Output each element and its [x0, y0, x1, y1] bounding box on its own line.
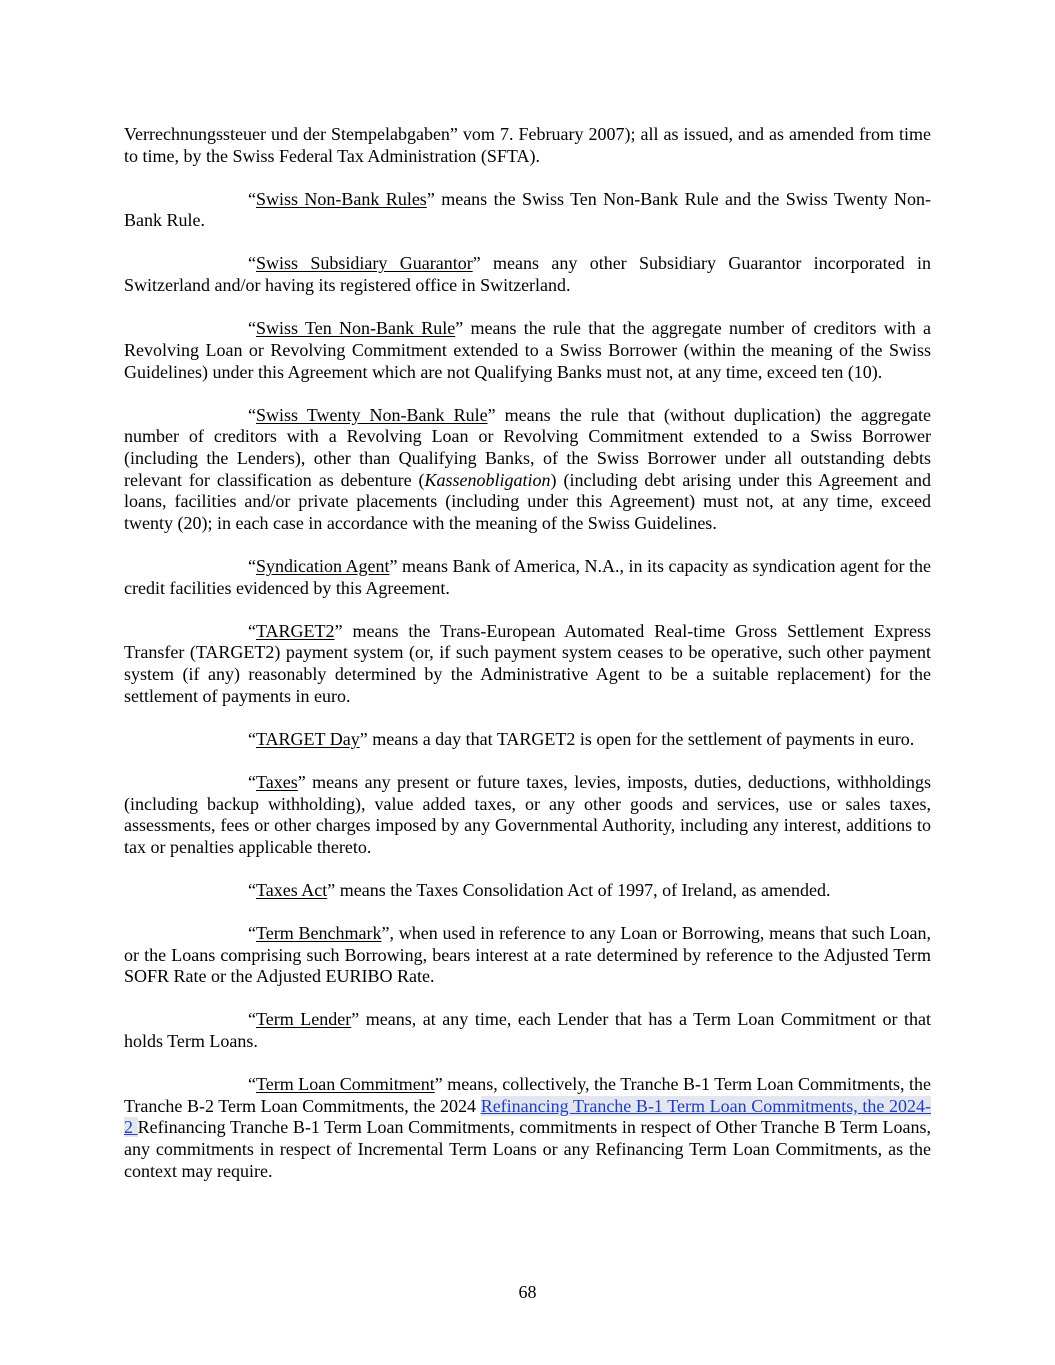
defined-term: TARGET Day — [256, 728, 360, 749]
definition-target2: “TARGET2” means the Trans-European Automated Real-time Gross Settlement Express Transfer (TARGET2) payment system (or, if such payment system ceases to be operative, such other payment system (if any) reasonably determined by the Administrative Agent to be a suitable replacement) for the settlement of payments in euro. — [124, 620, 931, 706]
defined-term: Taxes — [256, 771, 298, 792]
definition-syndication-agent: “Syndication Agent” means Bank of America, N.A., in its capacity as syndication agent for the credit facilities evidenced by this Agreement. — [124, 556, 931, 598]
definition-target-day: “TARGET Day” means a day that TARGET2 is open for the settlement of payments in euro. — [248, 728, 915, 749]
definition-swiss-subsidiary-guarantor: “Swiss Subsidiary Guarantor” means any other Subsidiary Guarantor incorporated in Switzerland and/or having its registered office in Switzerland. — [124, 253, 931, 296]
definition-term-lender: “Term Lender” means, at any time, each Lender that has a Term Loan Commitment or that holds Term Loans. — [124, 1009, 931, 1052]
defined-term: Term Benchmark — [256, 922, 382, 943]
definition-term-loan-commitment: “Term Loan Commitment” means, collectively, the Tranche B-1 Term Loan Commitments, the Tranche B-2 Term Loan Commitments, the 2024 Refinancing Tranche B-1 Term Loan Commitments, the 2024-2 Refinancing Tranche B-1 Term Loan Commitments, commitments in respect of Other Tranche B Term Loans, any commitments in respect of Incremental Term Loans or any Refinancing Term Loan Commitments, as the context may require. — [124, 1074, 932, 1181]
document-page — [124, 124, 931, 1204]
intro-paragraph: Verrechnungssteuer und der Stempelabgaben” vom 7. February 2007); all as issued, and as amended from time to time, by the Swiss Federal Tax Administration (SFTA). — [124, 124, 931, 166]
defined-term: Syndication Agent — [256, 556, 390, 577]
definition-swiss-non-bank-rules: “Swiss Non-Bank Rules” means the Swiss Ten Non-Bank Rule and the Swiss Twenty Non-Bank Rule. — [124, 188, 931, 231]
cross-reference-link[interactable]: Refinancing Tranche B-1 Term Loan Commitments, the 2024-2 — [124, 1095, 932, 1138]
definition-swiss-ten-non-bank-rule: “Swiss Ten Non-Bank Rule” means the rule that the aggregate number of creditors with a Revolving Loan or Revolving Commitment extended to a Swiss Borrower (within the meaning of the Swiss Guidelines) under this Agreement which are not Qualifying Banks must not, at any time, exceed ten (10). — [124, 318, 931, 382]
definition-term-benchmark: “Term Benchmark”, when used in reference to any Loan or Borrowing, means that such Loan, or the Loans comprising such Borrowing, bears interest at a rate determined by reference to the Adjusted Term SOFR Rate or the Adjusted EURIBO Rate. — [124, 922, 931, 987]
defined-term: Term Lender — [256, 1009, 352, 1030]
defined-term: Term Loan Commitment — [256, 1074, 435, 1095]
definition-taxes-act: “Taxes Act” means the Taxes Consolidation Act of 1997, of Ireland, as amended. — [248, 879, 831, 900]
defined-term: Swiss Non-Bank Rules — [256, 188, 427, 209]
defined-term: Swiss Ten Non-Bank Rule — [256, 318, 456, 339]
definition-taxes: “Taxes” means any present or future taxes, levies, imposts, duties, deductions, withholdings (including backup withholding), value added taxes, or any other goods and services, use or sales taxes, assessments, fees or other charges imposed by any Governmental Authority, including any interest, additions to tax or penalties applicable thereto. — [124, 771, 931, 857]
defined-term: Swiss Subsidiary Guarantor — [256, 253, 473, 274]
italic-term: Kassenobligation — [424, 469, 551, 490]
definition-swiss-twenty-non-bank-rule: “Swiss Twenty Non-Bank Rule” means the rule that (without duplication) the aggregate number of creditors with a Revolving Loan or Revolving Commitment extended to a Swiss Borrower (including the Lenders), other than Qualifying Banks, of the Swiss Borrower under all outstanding debts relevant for classification as debenture (Kassenobligation) (including debt arising under this Agreement and loans, facilities and/or private placements (including under this Agreement) must not, at any time, exceed twenty (20); in each case in accordance with the meaning of the Swiss Guidelines. — [124, 404, 931, 534]
defined-term: TARGET2 — [256, 620, 335, 641]
defined-term: Swiss Twenty Non-Bank Rule — [256, 404, 488, 425]
page-number: 68 — [518, 1282, 537, 1302]
defined-term: Taxes Act — [256, 879, 328, 900]
